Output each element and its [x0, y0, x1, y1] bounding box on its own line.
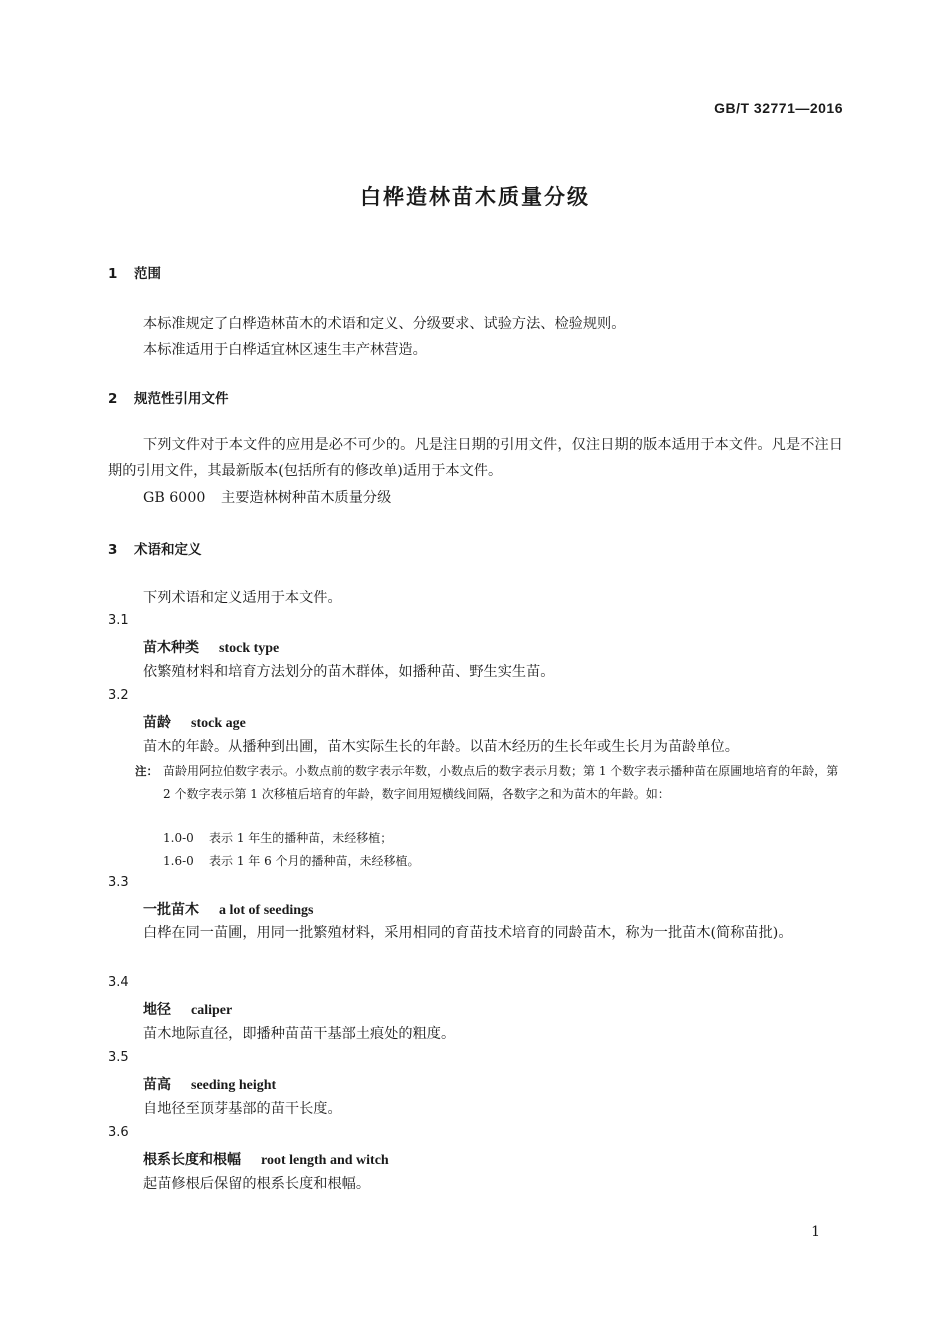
term-en: stock type: [219, 641, 280, 656]
term-en: caliper: [191, 1003, 233, 1018]
clause-number: 3.5: [108, 1050, 129, 1065]
note-text: 苗龄用阿拉伯数字表示。小数点前的数字表示年数，小数点后的数字表示月数；第 1 个数字表示播种苗在原圃地培育的年龄，第 2 个数字表示第 1 次移植后培育的年龄，数字间用短横线间隔，各数字之和为苗木的年龄。如：: [163, 764, 839, 801]
term-entry: [143, 999, 232, 1019]
example-code: 1.0-0: [163, 831, 194, 845]
term-definition: 苗木的年龄。从播种到出圃，苗木实际生长的年龄。以苗木经历的生长年或生长月为苗龄单位。: [143, 739, 739, 755]
section-1-paragraph-1: 本标准规定了白桦造林苗木的术语和定义、分级要求、试验方法、检验规则。: [143, 316, 626, 332]
document-title: 白桦造林苗木质量分级: [360, 185, 590, 209]
clause-number: 3.2: [108, 688, 129, 703]
section-3-heading: [108, 538, 202, 558]
term-entry: [143, 899, 314, 919]
term-entry: [143, 637, 279, 657]
clause-number: 3.6: [108, 1125, 129, 1140]
note-label: 注：: [135, 764, 158, 778]
example-text: 表示 1 年 6 个月的播种苗，未经移植。: [209, 854, 420, 868]
term-definition: 苗木地际直径，即播种苗苗干基部土痕处的粗度。: [143, 1026, 456, 1042]
term-entry: [143, 712, 246, 732]
example-text: 表示 1 年生的播种苗，未经移植；: [209, 831, 393, 845]
section-number: 1: [108, 266, 118, 282]
note-example: [163, 829, 392, 846]
term-zh: 苗木种类: [143, 640, 199, 656]
note-example: [163, 852, 420, 869]
section-title: 规范性引用文件: [134, 391, 229, 407]
term-zh: 苗高: [143, 1077, 171, 1093]
term-definition: 白桦在同一苗圃，用同一批繁殖材料，采用相同的育苗技术培育的同龄苗木，称为一批苗木(简称苗批)。: [143, 925, 793, 941]
normative-reference: [143, 487, 391, 507]
term-zh: 一批苗木: [143, 902, 199, 918]
term-definition: 起苗修根后保留的根系长度和根幅。: [143, 1176, 371, 1192]
term-entry: [143, 1149, 389, 1169]
section-number: 3: [108, 542, 118, 558]
term-entry: [143, 1074, 276, 1094]
clause-number: 3.4: [108, 975, 129, 990]
term-zh: 苗龄: [143, 715, 171, 731]
section-title: 术语和定义: [134, 542, 202, 558]
section-2-heading: [108, 387, 229, 407]
section-1-heading: [108, 262, 161, 282]
term-zh: 根系长度和根幅: [143, 1152, 241, 1168]
term-definition: 自地径至顶芽基部的苗干长度。: [143, 1101, 342, 1117]
term-en: root length and witch: [261, 1153, 389, 1168]
example-code: 1.6-0: [163, 854, 194, 868]
section-2-paragraph: 下列文件对于本文件的应用是必不可少的。凡是注日期的引用文件，仅注日期的版本适用于本文件。凡是不注日期的引用文件，其最新版本(包括所有的修改单)适用于本文件。: [108, 437, 843, 479]
term-en: a lot of seedings: [219, 903, 314, 918]
reference-title: 主要造林树种苗木质量分级: [221, 490, 392, 506]
section-1-paragraph-2: 本标准适用于白桦适宜林区速生丰产林营造。: [143, 342, 427, 358]
clause-number: 3.1: [108, 613, 129, 628]
section-title: 范围: [134, 266, 161, 282]
standard-code: GB/T 32771—2016: [714, 100, 843, 116]
clause-number: 3.3: [108, 875, 129, 890]
page-number: 1: [811, 1224, 820, 1240]
term-definition: 依繁殖材料和培育方法划分的苗木群体，如播种苗、野生实生苗。: [143, 664, 555, 680]
term-zh: 地径: [143, 1002, 171, 1018]
term-en: seeding height: [191, 1078, 277, 1093]
section-3-intro: 下列术语和定义适用于本文件。: [143, 590, 342, 606]
section-number: 2: [108, 391, 118, 407]
term-en: stock age: [191, 716, 246, 731]
reference-code: GB 6000: [143, 490, 206, 506]
